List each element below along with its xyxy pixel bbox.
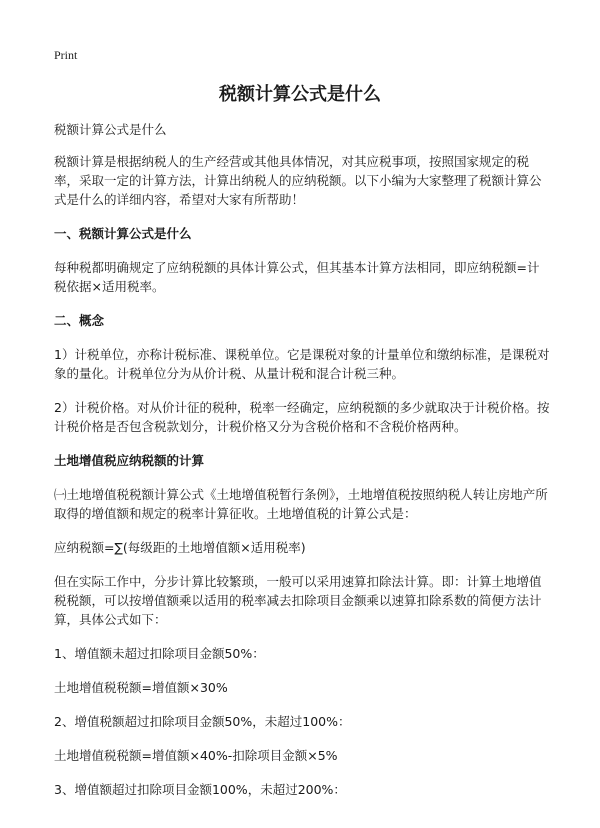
- intro-paragraph: 税额计算是根据纳税人的生产经营或其他具体情况，对其应税事项，按照国家规定的税率，采取一定的计算方法，计算出纳税人的应纳税额。以下小编为大家整理了税额计算公式是什么的详细内容，希望对大家有所帮助！: [54, 154, 542, 207]
- print-link[interactable]: Print: [54, 48, 78, 62]
- page-title: 税额计算公式是什么: [219, 84, 381, 105]
- land-tax-formula: 应纳税额=∑(每级距的土地增值额×适用税率): [54, 540, 306, 555]
- concept-item-1: 1）计税单位，亦称计税标准、课税单位。它是课税对象的计量单位和缴纳标准，是课税对象的量化。计税单位分为从价计税、从量计税和混合计税三种。: [54, 347, 550, 381]
- quick-deduction-paragraph: 但在实际工作中，分步计算比较繁琐，一般可以采用速算扣除法计算。即：计算土地增值税税额，可以按增值额乘以适用的税率减去扣除项目金额乘以速算扣除系数的简便方法计算，具体公式如下：: [54, 574, 542, 627]
- case-2: 2、增值税额超过扣除项目金额50%，未超过100%：: [54, 714, 351, 729]
- land-tax-intro: ㈠土地增值税税额计算公式《土地增值税暂行条例》，土地增值税按照纳税人转让房地产所取得的增值额和规定的税率计算征收。土地增值税的计算公式是：: [54, 487, 548, 521]
- section-heading-3: 土地增值税应纳税额的计算: [54, 453, 205, 468]
- formula-paragraph: 每种税都明确规定了应纳税额的具体计算公式，但其基本计算方法相同，即应纳税额=计税依据×适用税率。: [54, 260, 540, 294]
- case-1: 1、增值额未超过扣除项目金额50%：: [54, 646, 265, 661]
- section-heading-2: 二、概念: [54, 313, 105, 328]
- article-body: [54, 120, 550, 814]
- section-heading-1: 一、税额计算公式是什么: [54, 226, 192, 241]
- case-3: 3、增值额超过扣除项目金额100%，未超过200%：: [54, 782, 346, 797]
- case-1-formula: 土地增值税税额=增值额×30%: [54, 680, 228, 695]
- concept-item-2: 2）计税价格。对从价计征的税种，税率一经确定，应纳税额的多少就取决于计税价格。按计税价格是否包含税款划分，计税价格又分为含税价格和不含税价格两种。: [54, 400, 550, 434]
- case-2-formula: 土地增值税税额=增值额×40%-扣除项目金额×5%: [54, 748, 338, 763]
- subtitle-line: 税额计算公式是什么: [54, 122, 167, 137]
